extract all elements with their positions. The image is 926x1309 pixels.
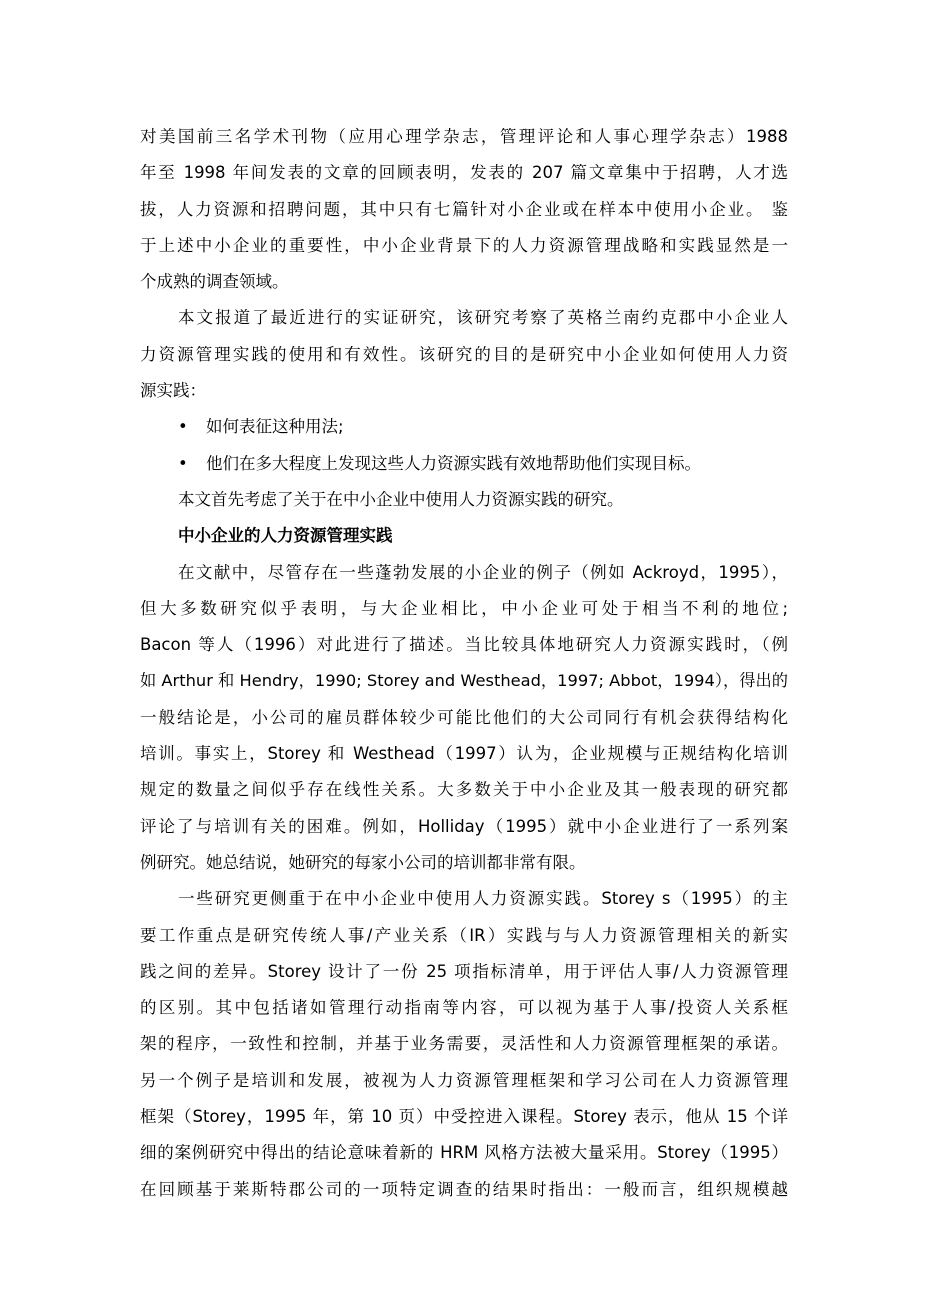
paragraph-line: 在回顾基于莱斯特郡公司的一项特定调查的结果时指出：一般而言，组织规模越 [140,1179,788,1199]
section-heading: 中小企业的人力资源管理实践 [178,526,393,546]
bullet-icon: • [178,417,188,437]
paragraph-line: 规定的数量之间似乎存在线性关系。大多数关于中小企业及其一般表现的研究都 [140,780,788,800]
paragraph-line: 如 Arthur 和 Hendry，1990; Storey and Westhead，1997; Abbot，1994），得出的 [140,671,788,691]
document-body [140,119,788,1208]
paragraph-line: 拔，人力资源和招聘问题，其中只有七篇针对小企业或在样本中使用小企业。 鉴 [140,199,788,219]
paragraph-line: 一些研究更侧重于在中小企业中使用人力资源实践。Storey s（1995）的主 [178,889,788,909]
bullet-text: 他们在多大程度上发现这些人力资源实践有效地帮助他们实现目标。 [206,453,701,473]
paragraph-line: 架的程序，一致性和控制，并基于业务需要，灵活性和人力资源管理框架的承诺。 [140,1034,788,1054]
paragraph-line: Bacon 等人（1996）对此进行了描述。当比较具体地研究人力资源实践时，（例 [140,635,788,655]
paragraph-line: 本文报道了最近进行的实证研究，该研究考察了英格兰南约克郡中小企业人 [178,308,788,328]
paragraph-line: 要工作重点是研究传统人事/产业关系（IR）实践与与人力资源管理相关的新实 [140,925,788,945]
bullet-item [140,409,788,445]
paragraph-line: 例研究。她总结说，她研究的每家小公司的培训都非常有限。 [140,852,586,872]
bullet-icon: • [178,453,188,473]
paragraph-line: 年至 1998 年间发表的文章的回顾表明，发表的 207 篇文章集中于招聘，人才选 [140,163,788,183]
paragraph-line: 另一个例子是培训和发展，被视为人力资源管理框架和学习公司在人力资源管理 [140,1070,788,1090]
paragraph-line: 细的案例研究中得出的结论意味着新的 HRM 风格方法被大量采用。Storey（1995） [140,1143,788,1163]
paragraph-line: 框架（Storey，1995 年，第 10 页）中受控进入课程。Storey 表示，他从 15 个详 [140,1107,788,1127]
paragraph-line: 践之间的差异。Storey 设计了一份 25 项指标清单，用于评估人事/人力资源管理 [140,961,788,981]
paragraph-line: 力资源管理实践的使用和有效性。该研究的目的是研究中小企业如何使用人力资 [140,344,788,364]
paragraph-line: 在文献中，尽管存在一些蓬勃发展的小企业的例子（例如 Ackroyd，1995）， [178,562,788,582]
bullet-text: 如何表征这种用法; [206,417,344,437]
paragraph-line: 本文首先考虑了关于在中小企业中使用人力资源实践的研究。 [178,489,624,509]
bullet-item [140,446,788,482]
paragraph-line: 的区别。其中包括诸如管理行动指南等内容，可以视为基于人事/投资人关系框 [140,998,788,1018]
paragraph-line: 对美国前三名学术刊物（应用心理学杂志，管理评论和人事心理学杂志）1988 [140,127,788,146]
paragraph-line: 一般结论是，小公司的雇员群体较少可能比他们的大公司同行有机会获得结构化 [140,707,788,727]
paragraph-line: 评论了与培训有关的困难。例如，Holliday（1995）就中小企业进行了一系列案 [140,816,788,836]
paragraph-line: 但大多数研究似乎表明，与大企业相比，中小企业可处于相当不利的地位; [140,598,788,618]
paragraph-line: 个成熟的调查领域。 [140,272,289,292]
paragraph-line: 培训。事实上，Storey 和 Westhead（1997）认为，企业规模与正规结构化培训 [140,744,788,764]
paragraph-line: 源实践： [140,381,206,401]
paragraph-line: 于上述中小企业的重要性，中小企业背景下的人力资源管理战略和实践显然是一 [140,235,788,255]
